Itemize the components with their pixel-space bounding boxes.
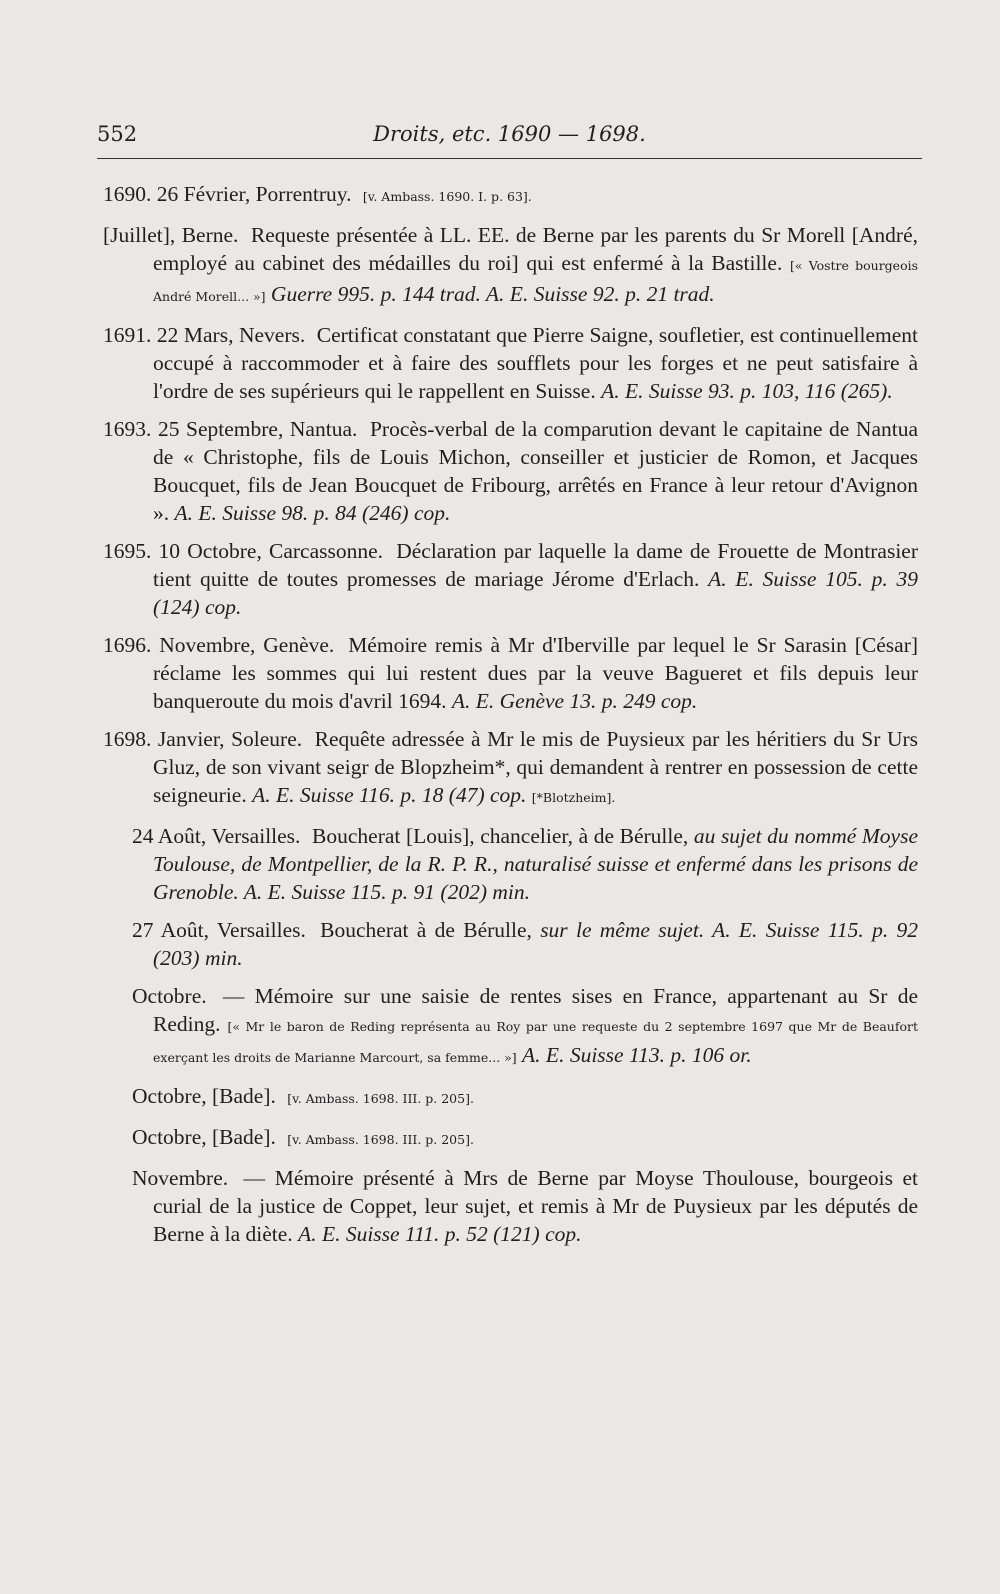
- entry-date: 1693. 25 Septembre, Nantua.: [103, 417, 358, 441]
- header-rule: [97, 158, 922, 159]
- entry-1690-porrentruy: [103, 180, 918, 211]
- entry-note: [*Blotzheim].: [531, 790, 616, 805]
- page-header: [97, 122, 922, 154]
- entry-text: — Mémoire présenté à Mrs de Berne par Moyse Thoulouse, bourgeois et curial de la justice de Coppet, leur sujet, et remis à Mr de Puysieux par les députés de Berne à la diète.: [153, 1166, 919, 1246]
- entry-24-aout-versailles: [103, 822, 918, 906]
- entry-reference: A. E. Suisse 111. p. 52 (121) cop.: [298, 1222, 582, 1246]
- entry-date: 1698. Janvier, Soleure.: [103, 727, 303, 751]
- entry-27-aout-versailles: [103, 916, 918, 972]
- entry-text: Mémoire remis à Mr d'Iberville par lequel le Sr Sarasin [César] réclame les sommes qui lui restent dues par la veuve Bagueret et fils depuis leur banqueroute du mois d'avril 1694.: [153, 633, 919, 713]
- entry-date: 1695. 10 Octobre, Carcassonne.: [103, 539, 384, 563]
- entry-note: [v. Ambass. 1698. III. p. 205].: [287, 1132, 474, 1147]
- entry-reference: A. E. Suisse 93. p. 103, 116 (265).: [601, 379, 893, 403]
- entry-reference: A. E. Suisse 105. p. 39 (124) cop.: [153, 567, 919, 619]
- entry-octobre-bade-2: [103, 1123, 918, 1154]
- entry-reference: sur le même sujet. A. E. Suisse 115. p. 92 (203) min.: [153, 918, 918, 970]
- entry-text: Certificat constatant que Pierre Saigne, soufletier, est continuellement occupé à raccommoder et à faire des soufflets pour les forges et ne peut satisfaire à l'ordre de ses supérieurs qui le rappellent en Suisse.: [153, 323, 919, 403]
- entry-text: — Mémoire sur une saisie de rentes sises en France, appartenant au Sr de Reding.: [153, 984, 918, 1036]
- entry-juillet-berne: [103, 221, 918, 311]
- entry-reference: au sujet du nommé Moyse Toulouse, de Montpellier, de la R. P. R., naturalisé suisse et enfermé dans les prisons de Grenoble. A. E. Suisse 115. p. 91 (202) min.: [153, 824, 918, 904]
- entry-text: Procès-verbal de la comparution devant le capitaine de Nantua de « Christophe, fils de Louis Michon, conseiller et justicier de Romon, et Jacques Boucquet, fils de Jean Boucquet de Fribourg, arrêtés en France à leur retour d'Avignon ».: [153, 417, 919, 525]
- entry-date: Octobre, [Bade].: [132, 1084, 276, 1108]
- entry-note: [« Mr le baron de Reding représenta au Roy par une requeste du 2 septembre 1697 que Mr de Beaufort exerçant les droits de Marianne Marcourt, sa femme... »]: [153, 1019, 918, 1065]
- entry-date: Octobre, [Bade].: [132, 1125, 276, 1149]
- entry-reference: A. E. Suisse 98. p. 84 (246) cop.: [174, 501, 451, 525]
- entry-date: 1691. 22 Mars, Nevers.: [103, 323, 306, 347]
- entry-note: [v. Ambass. 1690. I. p. 63].: [362, 189, 532, 204]
- entry-date: Novembre.: [132, 1166, 229, 1190]
- entry-reference: Guerre 995. p. 144 trad. A. E. Suisse 92. p. 21 trad.: [270, 282, 715, 306]
- page-number: 552: [97, 122, 138, 146]
- entry-note: [v. Ambass. 1698. III. p. 205].: [287, 1091, 474, 1106]
- entry-octobre-bade-1: [103, 1082, 918, 1113]
- entry-note: [« Vostre bourgeois André Morell... »]: [153, 258, 919, 304]
- entry-text: Déclaration par laquelle la dame de Frouette de Montrasier tient quitte de toutes promesses de mariage Jérome d'Erlach.: [153, 539, 918, 591]
- entry-text: Boucherat à de Bérulle,: [320, 918, 532, 942]
- entry-1695-carcassonne: [103, 537, 918, 621]
- entry-text: Requête adressée à Mr le mis de Puysieux par les héritiers du Sr Urs Gluz, de son vivant seigr de Blopzheim*, qui demandent à rentrer en possession de cette seigneurie.: [153, 727, 918, 807]
- entry-date: Octobre.: [132, 984, 207, 1008]
- entry-1696-geneve: [103, 631, 918, 715]
- entry-reference: A. E. Suisse 113. p. 106 or.: [522, 1043, 752, 1067]
- entry-novembre-berne: [103, 1164, 918, 1248]
- running-title: Droits, etc. 1690 — 1698.: [373, 122, 646, 146]
- entry-octobre-reding: [103, 982, 918, 1072]
- entry-date: 1690. 26 Février, Porrentruy.: [103, 182, 352, 206]
- entries-list: [103, 180, 918, 1258]
- entry-text: Requeste présentée à LL. EE. de Berne par les parents du Sr Morell [André, employé au cabinet des médailles du roi] qui est enfermé à la Bastille.: [153, 223, 918, 275]
- entry-1693-nantua: [103, 415, 918, 527]
- entry-date: 24 Août, Versailles.: [132, 824, 301, 848]
- entry-date: 27 Août, Versailles.: [132, 918, 306, 942]
- entry-date: [Juillet], Berne.: [103, 223, 239, 247]
- entry-text: Boucherat [Louis], chancelier, à de Bérulle,: [312, 824, 689, 848]
- entry-date: 1696. Novembre, Genève.: [103, 633, 335, 657]
- entry-1698-soleure: [103, 725, 918, 812]
- entry-reference: A. E. Genève 13. p. 249 cop.: [451, 689, 698, 713]
- entry-reference: A. E. Suisse 116. p. 18 (47) cop.: [252, 783, 527, 807]
- entry-1691-nevers: [103, 321, 918, 405]
